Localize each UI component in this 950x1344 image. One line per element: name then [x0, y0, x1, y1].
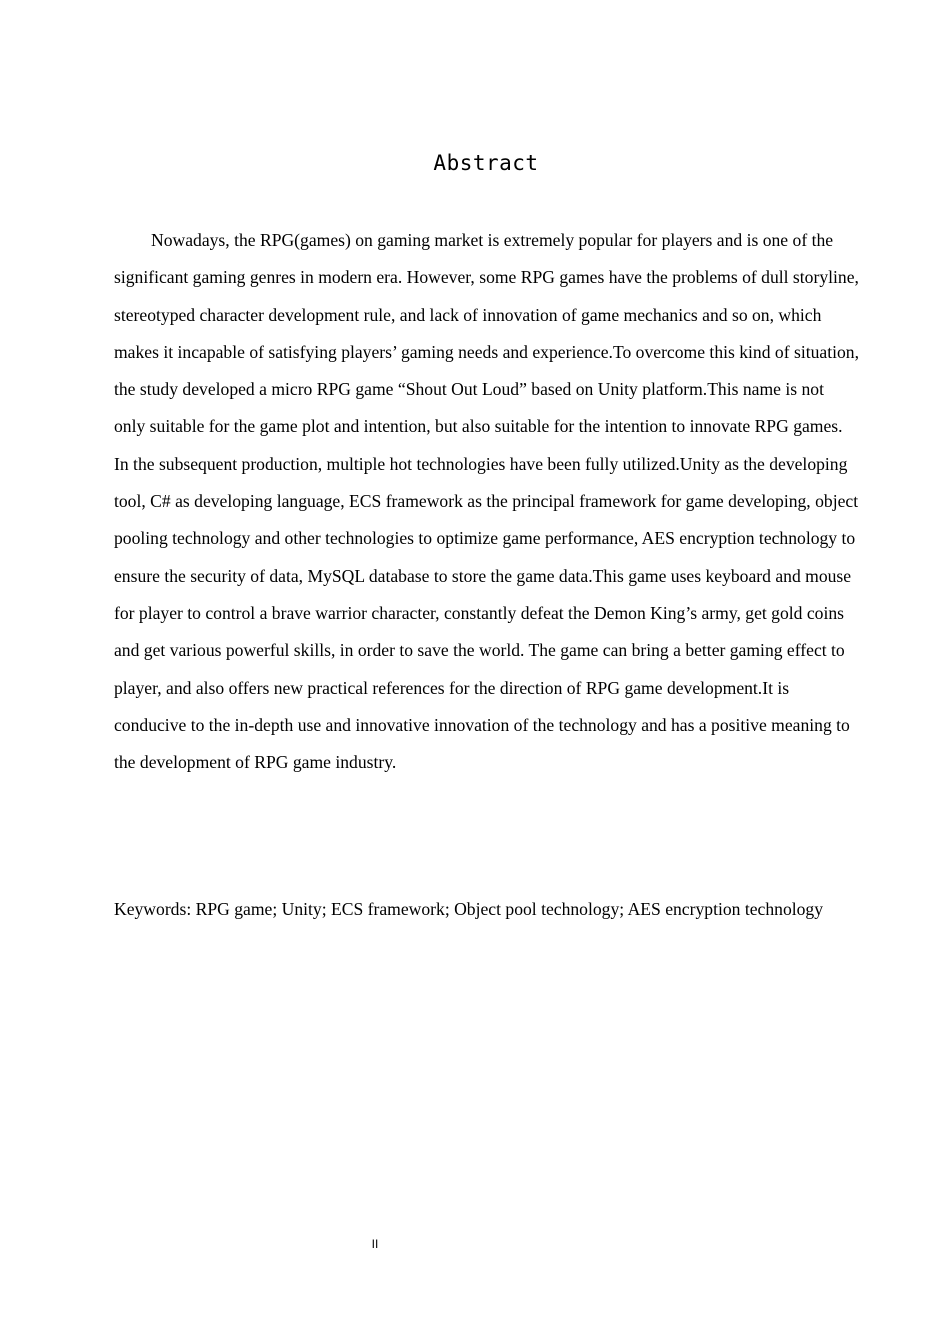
abstract-body-paragraph: Nowadays, the RPG(games) on gaming market is extremely popular for players and is one of the significant gaming genres in modern era. However, some RPG games have the problems of dull storyline, stereotyped character development rule, and lack of innovation of game mechanics and so on, which makes it incapable of satisfying players’ gaming needs and experience.To overcome this kind of situation, the study developed a micro RPG game “Shout Out Loud” based on Unity platform.This name is not only suitable for the game plot and intention, but also suitable for the intention to innovate RPG games. In the subsequent production, multiple hot technologies have been fully utilized.Unity as the developing tool, C# as developing language, ECS framework as the principal framework for game developing, object pooling technology and other technologies to optimize game performance, AES encryption technology to ensure the security of data, MySQL database to store the game data.This game uses keyboard and mouse for player to control a brave warrior character, constantly defeat the Demon King’s army, get gold coins and get various powerful skills, in order to save the world. The game can bring a better gaming effect to player, and also offers new practical references for the direction of RPG game development.It is conducive to the in-depth use and innovative innovation of the technology and has a positive meaning to the development of RPG game industry. [114, 230, 859, 773]
abstract-title: Abstract [433, 151, 539, 175]
page-number: II [371, 1237, 379, 1251]
keywords-paragraph: Keywords: RPG game; Unity; ECS framework; Object pool technology; AES encryption technology [114, 899, 824, 919]
